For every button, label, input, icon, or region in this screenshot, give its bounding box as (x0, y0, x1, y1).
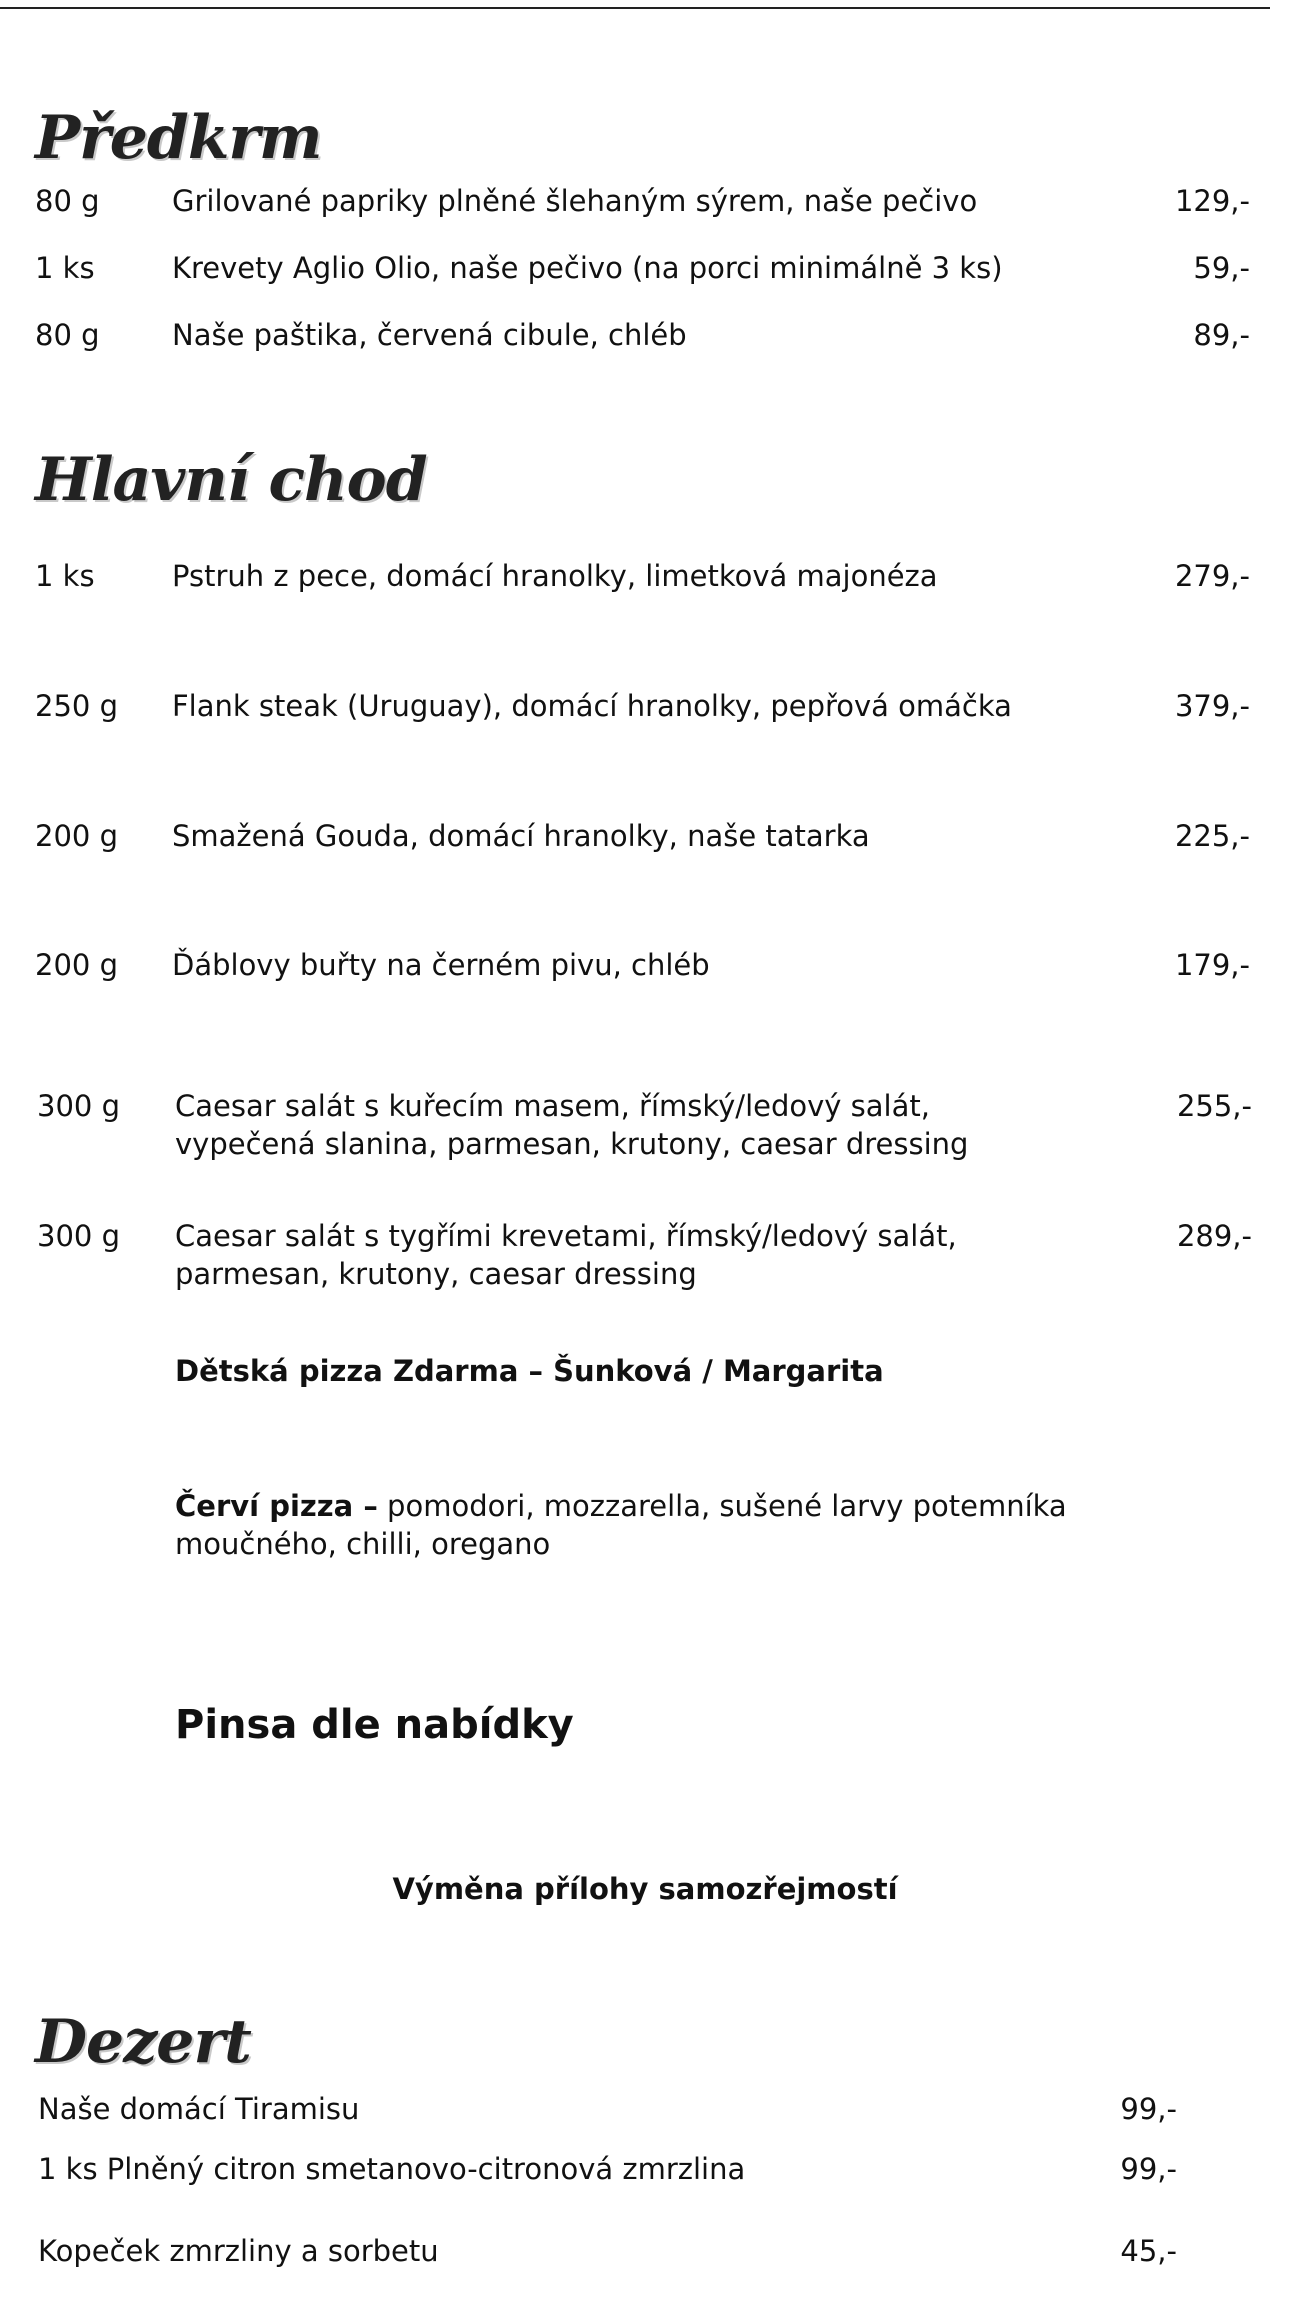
item-description-line: Caesar salát s kuřecím masem, římský/ledový salát, (175, 1089, 930, 1123)
item-price: 225,- (1174, 819, 1250, 853)
item-price: 89,- (1193, 318, 1250, 352)
worm-pizza-description: pomodori, mozzarella, sušené larvy potemníka (377, 1489, 1067, 1523)
dessert-name: Kopeček zmrzliny a sorbetu (38, 2234, 439, 2268)
item-quantity: 1 ks (35, 251, 95, 285)
item-description-line: parmesan, krutony, caesar dressing (175, 1257, 697, 1291)
item-quantity: 200 g (35, 819, 118, 853)
item-price: 255,- (1176, 1089, 1252, 1123)
side-exchange-note: Výměna přílohy samozřejmostí (392, 1872, 898, 1906)
item-description: Grilované papriky plněné šlehaným sýrem, naše pečivo (172, 184, 978, 218)
item-description: Smažená Gouda, domácí hranolky, naše tatarka (172, 819, 870, 853)
item-description: Naše paštika, červená cibule, chléb (172, 318, 687, 352)
worm-pizza-title: Červí pizza – (175, 1489, 378, 1523)
top-divider (0, 7, 1270, 9)
section-title-dezert: Dezert (35, 2007, 251, 2077)
dessert-price: 99,- (1120, 2092, 1177, 2126)
kids-pizza-note: Dětská pizza Zdarma – Šunková / Margarita (175, 1354, 884, 1388)
item-quantity: 80 g (35, 318, 100, 352)
item-quantity: 1 ks (35, 559, 95, 593)
item-quantity: 200 g (35, 948, 118, 982)
item-description: Pstruh z pece, domácí hranolky, limetková majonéza (172, 559, 938, 593)
item-quantity: 300 g (37, 1089, 120, 1123)
dessert-price: 45,- (1120, 2234, 1177, 2268)
item-quantity: 80 g (35, 184, 100, 218)
dessert-name: Naše domácí Tiramisu (38, 2092, 360, 2126)
item-price: 129,- (1174, 184, 1250, 218)
item-price: 179,- (1174, 948, 1250, 982)
item-price: 59,- (1193, 251, 1250, 285)
worm-pizza-note (175, 1487, 1125, 1563)
item-description: Flank steak (Uruguay), domácí hranolky, pepřová omáčka (172, 689, 1012, 723)
item-price: 279,- (1174, 559, 1250, 593)
item-description (175, 1217, 1115, 1293)
pinsa-note: Pinsa dle nabídky (175, 1702, 574, 1748)
dessert-name: 1 ks Plněný citron smetanovo-citronová zmrzlina (38, 2152, 746, 2186)
item-description: Ďáblovy buřty na černém pivu, chléb (172, 948, 710, 982)
section-title-hlavni-chod: Hlavní chod (35, 445, 427, 515)
item-description-line: Caesar salát s tygřími krevetami, římský/ledový salát, (175, 1219, 957, 1253)
item-quantity: 300 g (37, 1219, 120, 1253)
item-price: 379,- (1174, 689, 1250, 723)
section-title-predkrm: Předkrm (35, 103, 322, 173)
item-price: 289,- (1176, 1219, 1252, 1253)
item-description (175, 1087, 1115, 1163)
item-description-line: vypečená slanina, parmesan, krutony, caesar dressing (175, 1127, 969, 1161)
item-quantity: 250 g (35, 689, 118, 723)
item-description: Krevety Aglio Olio, naše pečivo (na porci minimálně 3 ks) (172, 251, 1003, 285)
dessert-price: 99,- (1120, 2152, 1177, 2186)
worm-pizza-description-line2: moučného, chilli, oregano (175, 1527, 551, 1561)
